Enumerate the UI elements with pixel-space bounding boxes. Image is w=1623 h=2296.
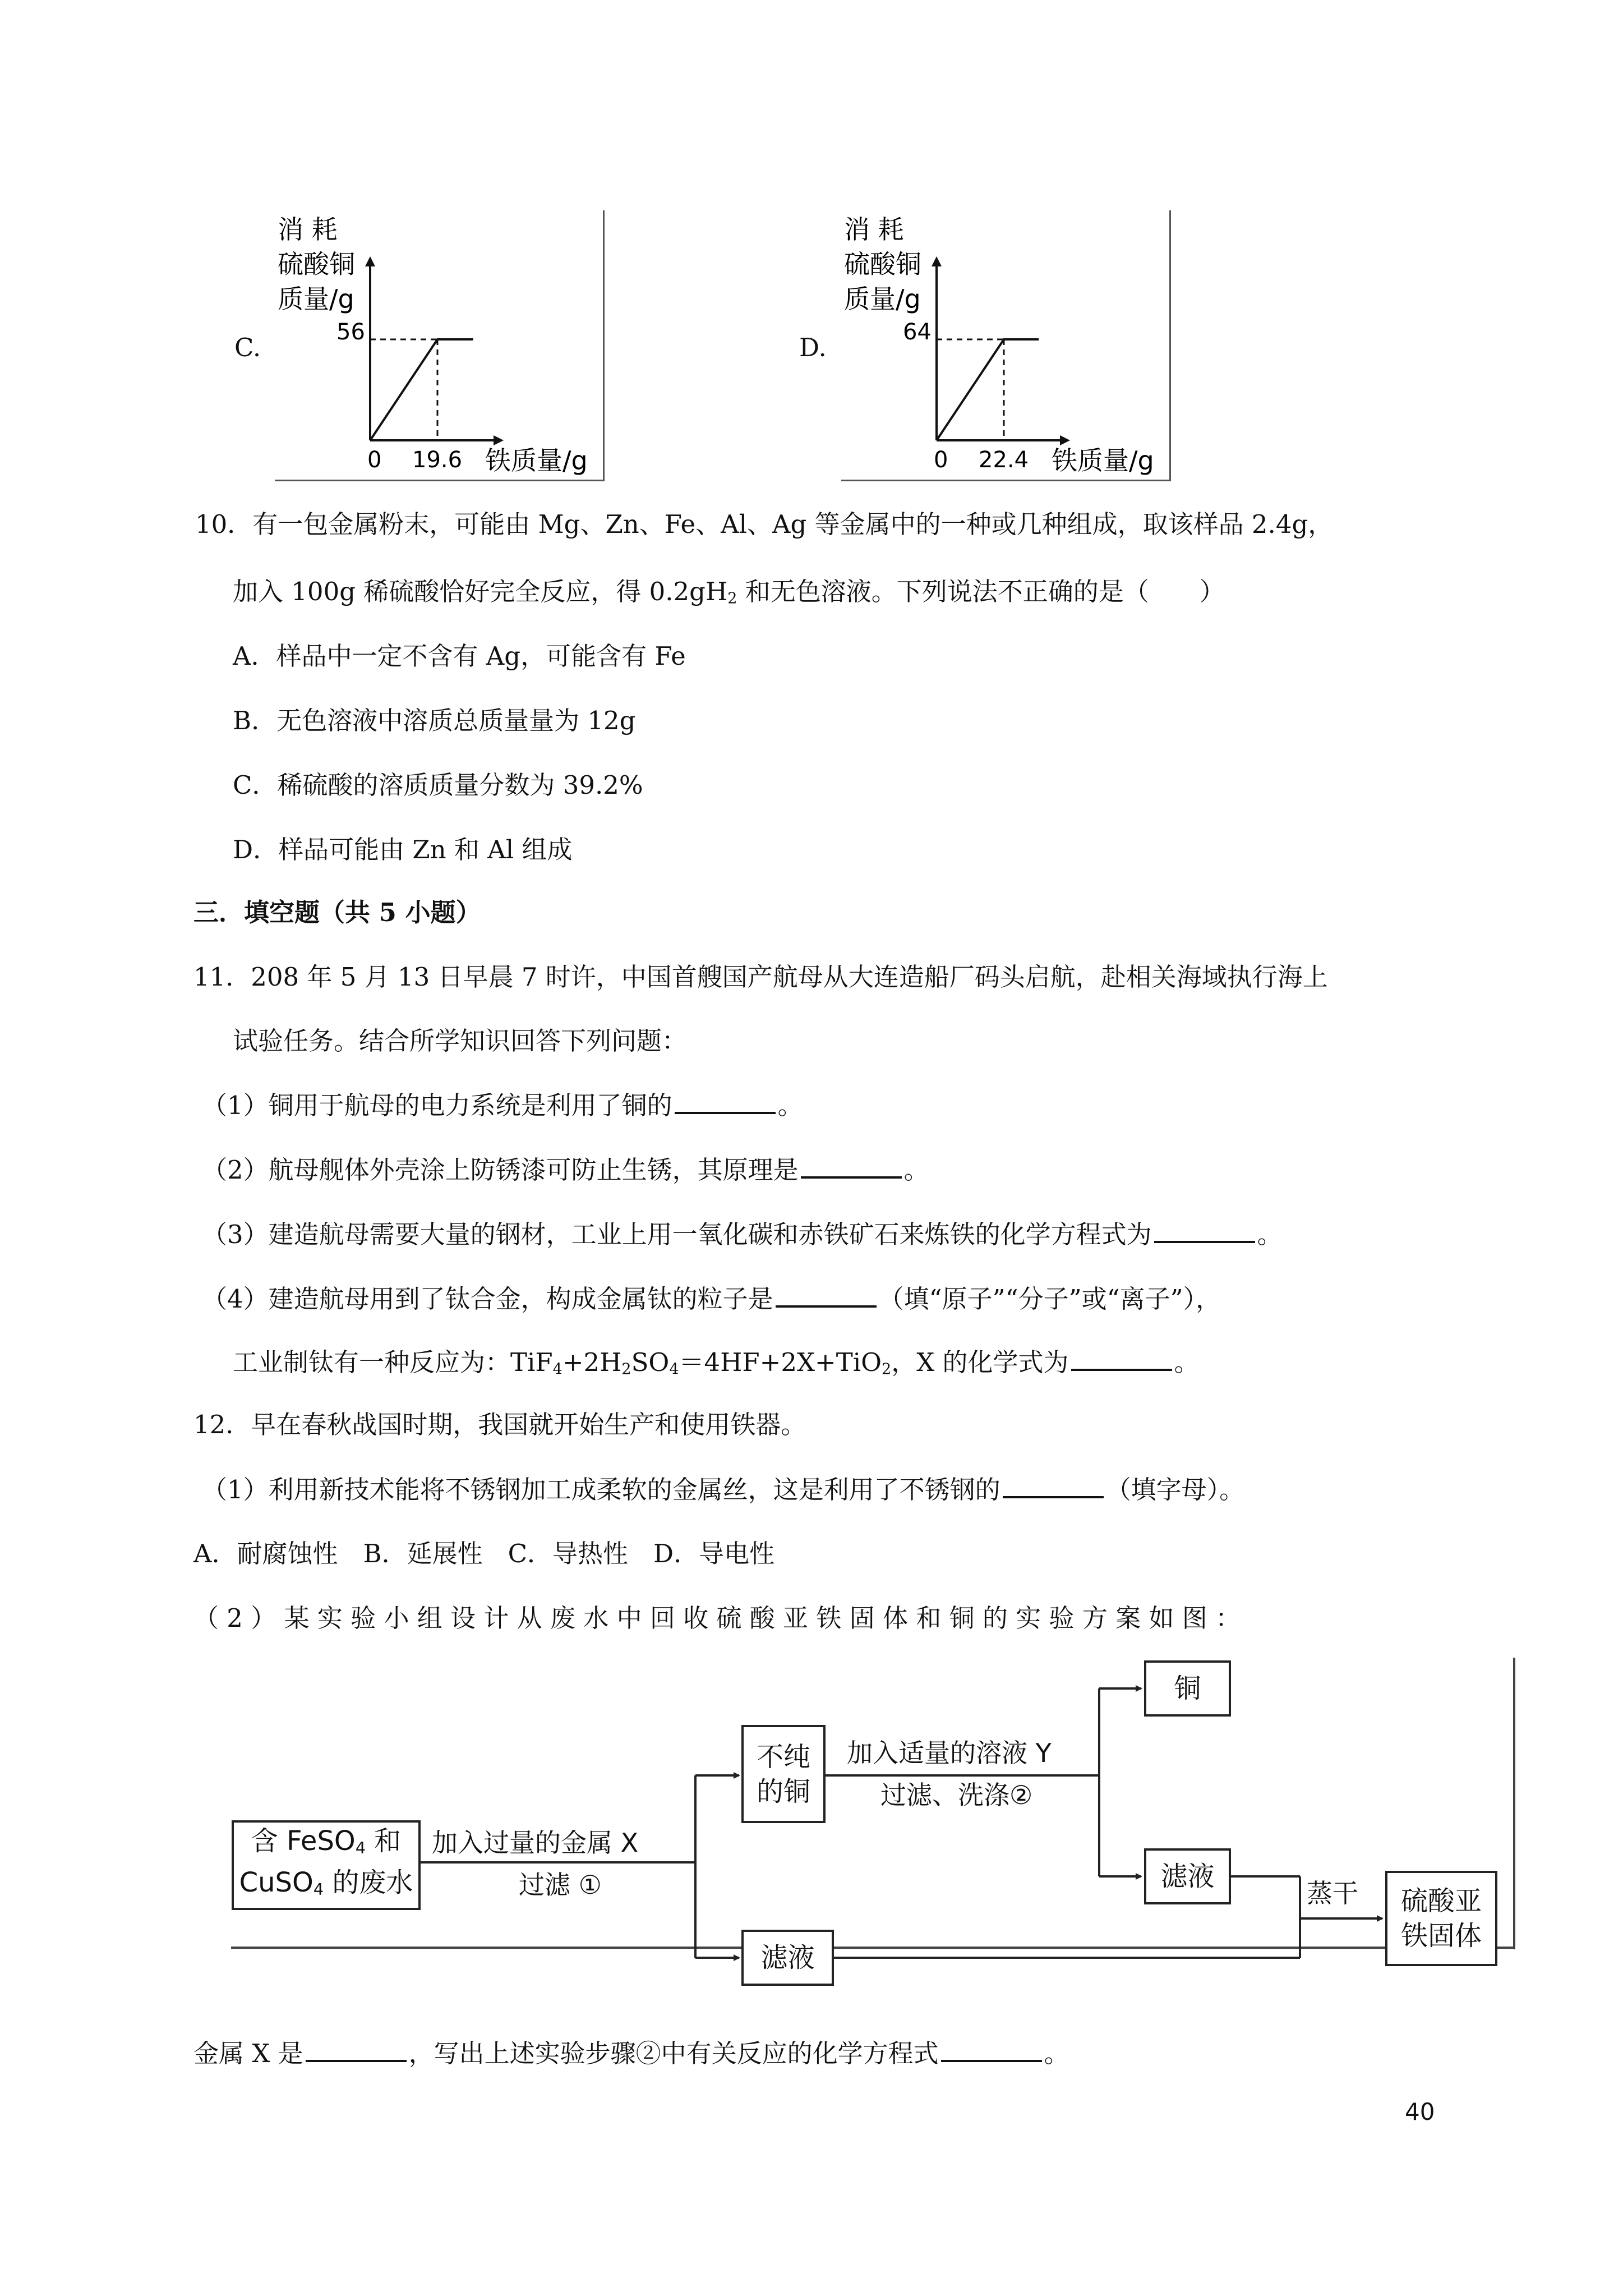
chart-c-ylabel-1: 消 耗 [278,214,338,245]
reaction-text-2: +2H [562,1347,622,1377]
reaction-text-3: SO [631,1347,670,1377]
q12-line1: 12．早在春秋战国时期，我国就开始生产和使用铁器。 [193,1410,806,1439]
chart-d-origin: 0 [934,447,948,473]
filtrate1-label: 滤液 [1160,1861,1215,1892]
final-text-1: 金属 X 是 [193,2039,303,2068]
q12-part2: （ 2 ） 某 实 验 小 组 设 计 从 废 水 中 回 收 硫 酸 亚 铁 固 体 和 铜 的 实 验 方 案 如 图 ： [193,1603,1241,1633]
reaction-sub-2: 2 [621,1360,631,1378]
flow-wastewater-box [232,1820,421,1910]
q10-line2-pre: 加入 100g 稀硫酸恰好完全反应，得 0.2gH [233,577,728,606]
q11-part1-text: （1）铜用于航母的电力系统是利用了铜的 [202,1091,672,1120]
reaction-sub-3: 4 [669,1360,679,1378]
reaction-text-5: ，X 的化学式为 [891,1347,1069,1377]
q11-part3-text: （3）建造航母需要大量的钢材，工业上用一氧化碳和赤铁矿石来炼铁的化学方程式为 [202,1220,1152,1249]
section-3-title: 三．填空题（共 5 小题） [193,898,481,927]
q12-part1-end: （填字母）。 [1105,1475,1245,1504]
copper-label: 铜 [1174,1673,1201,1704]
final-blank-2 [941,2036,1042,2062]
chart-d-ylabel-1: 消 耗 [844,214,904,245]
chart-c-xtick: 19.6 [412,447,463,473]
flow-step2-bottom: 过滤、洗涤② [880,1780,1033,1810]
q11-part2-end: 。 [903,1155,929,1185]
q11-line2: 试验任务。结合所学知识回答下列问题： [233,1026,688,1056]
q10-option-a: A．样品中一定不含有 Ag，可能含有 Fe [233,641,686,671]
chart-d-xlabel: 铁质量/g [1052,445,1154,476]
flow-filtrate2-box [741,1930,834,1986]
chart-c-origin: 0 [367,447,382,473]
final-blank-1 [306,2036,407,2062]
reaction-sub-1: 4 [552,1360,562,1378]
q10-option-c: C．稀硫酸的溶质质量分数为 39.2% [233,770,643,800]
flow-step1-bottom: 过滤 ① [519,1870,602,1900]
final-text-2: ，写出上述实验步骤②中有关反应的化学方程式 [408,2039,939,2068]
product-line2: 铁固体 [1400,1920,1482,1952]
page-number: 40 [1405,2098,1435,2125]
chart-d-xtick: 22.4 [979,447,1029,473]
chart-c-ytick: 56 [336,319,365,345]
chart-c-option-label: C. [234,333,261,362]
filtrate2-label: 滤液 [760,1942,815,1973]
chart-d-ylabel-2: 硫酸铜 [844,249,921,279]
flow-impure-copper-box [741,1725,826,1823]
chart-c-ylabel-2: 硫酸铜 [278,249,355,279]
q11-part4-text: （4）建造航母用到了钛合金，构成金属钛的粒子是 [202,1284,773,1314]
final-text-3: 。 [1044,2039,1069,2068]
q12-choices: A．耐腐蚀性 B．延展性 C．导热性 D．导电性 [193,1539,775,1568]
reaction-text-4: ＝4HF+2X+TiO [679,1347,882,1377]
reaction-sub-4: 2 [882,1360,892,1378]
impure-copper-line2: 的铜 [756,1775,810,1807]
q11-part2-text: （2）航母舰体外壳涂上防锈漆可防止生锈，其原理是 [202,1155,799,1185]
q12-part1-text: （1）利用新技术能将不锈钢加工成柔软的金属丝，这是利用了不锈钢的 [202,1475,1000,1504]
chart-c-xlabel: 铁质量/g [485,445,588,476]
chart-d-option-label: D. [799,333,827,362]
q10-option-b: B．无色溶液中溶质总质量量为 12g [233,706,636,735]
q12-final-line [193,2036,1069,2070]
chart-d-ylabel-3: 质量/g [844,284,921,314]
reaction-text-6: 。 [1174,1347,1200,1377]
chart-d-ytick: 64 [903,319,932,345]
q10-line1: 10．有一包金属粉末，可能由 Mg、Zn、Fe、Al、Ag 等金属中的一种或几种组成，取该样品 2.4g， [195,509,1334,539]
q11-part1-end: 。 [777,1091,803,1120]
flow-product-box [1385,1871,1497,1966]
q10-line2-post: 和无色溶液。下列说法不正确的是（ ） [737,577,1225,606]
q11-line1: 11．208 年 5 月 13 日早晨 7 时许，中国首艘国产航母从大连造船厂码头启航，赴相关海域执行海上 [193,962,1328,992]
flow-wastewater-line1: 含 FeSO$_4$ 和 [251,1825,402,1857]
chart-c-ylabel-3: 质量/g [278,284,354,314]
flow-filtrate1-box [1144,1848,1231,1904]
q10-line2-sub: 2 [727,590,737,608]
flow-copper-box [1144,1660,1231,1717]
q11-part3-end: 。 [1257,1220,1283,1249]
flow-step2-top: 加入适量的溶液 Y [847,1738,1052,1768]
q11-part4-end: （填“原子”“分子”或“离子”）， [878,1284,1221,1314]
flow-step1-top: 加入过量的金属 X [432,1828,639,1858]
q10-option-d: D．样品可能由 Zn 和 Al 组成 [233,835,573,864]
flow-evaporate: 蒸干 [1307,1878,1358,1908]
product-line1: 硫酸亚 [1400,1885,1482,1917]
reaction-text-1: 工业制钛有一种反应为：TiF [233,1347,553,1377]
flow-wastewater-line2: CuSO$_4$ 的废水 [239,1867,413,1899]
impure-copper-line1: 不纯 [756,1741,810,1773]
